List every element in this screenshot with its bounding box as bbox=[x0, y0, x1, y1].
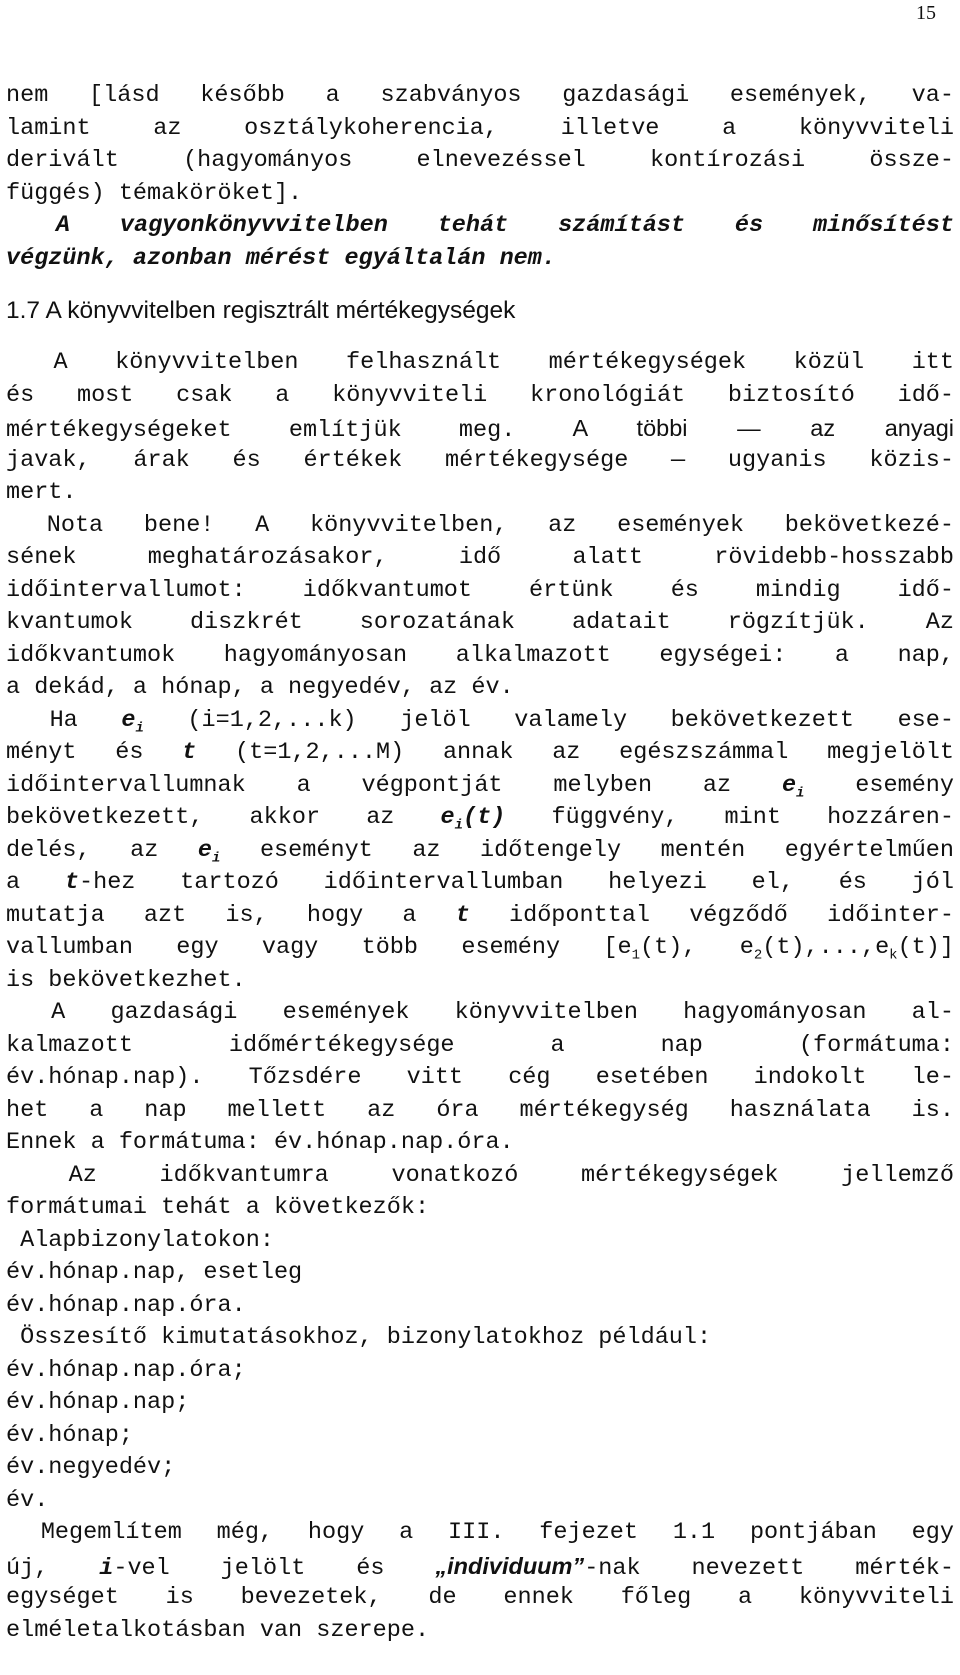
text-segment: mutatja azt is, hogy a bbox=[6, 901, 456, 929]
text-line bbox=[6, 412, 954, 445]
symbol-e: $e_i$ bbox=[197, 836, 221, 867]
text-line: időkvantumok hagyományosan alkalmazott egységei: a nap, bbox=[6, 641, 954, 669]
text-line bbox=[6, 900, 954, 933]
text-line: is bekövetkezhet. bbox=[6, 966, 246, 994]
text-segment: (t), e bbox=[640, 934, 754, 961]
text-segment: (t),...,e bbox=[762, 934, 890, 961]
text-line: A gazdasági események könyvvitelben hagyományosan al- bbox=[6, 999, 954, 1026]
page-body bbox=[6, 80, 954, 1647]
text-segment: bekövetkezett, akkor az bbox=[6, 804, 441, 831]
text-segment: delés, az bbox=[6, 836, 198, 864]
text-line: a dekád, a hónap, a negyedév, az év. bbox=[6, 674, 514, 701]
paragraph-3 bbox=[6, 510, 954, 705]
text-segment: időponttal végződő időinter- bbox=[469, 901, 954, 929]
paragraph-5 bbox=[6, 997, 954, 1160]
text-segment: mértékegységeket említjük meg. bbox=[6, 417, 516, 444]
individuum-term: „individuum” bbox=[435, 1552, 585, 1579]
text-segment: Ha bbox=[6, 706, 122, 734]
text-line: A könyvvitelben felhasznált mértékegységek közül itt bbox=[6, 349, 954, 376]
text-line bbox=[6, 705, 954, 738]
emphasis-line: végzünk, azonban mérést egyáltalán nem. bbox=[6, 244, 556, 272]
text-line bbox=[6, 770, 954, 803]
text-line bbox=[6, 737, 954, 770]
text-line: kalmazott időmértékegysége a nap (formátuma: bbox=[6, 1031, 954, 1059]
subscript: 1 bbox=[631, 947, 640, 964]
symbol-i: i bbox=[99, 1554, 114, 1582]
text-line: mert. bbox=[6, 479, 77, 506]
text-line: kvantumok diszkrét sorozatának adatait rögzítjük. Az bbox=[6, 609, 954, 636]
text-line: sének meghatározásakor, idő alatt rövidebb-hosszabb bbox=[6, 544, 954, 571]
section-heading: 1.7 A könyvvitelben regisztrált mértékegységek bbox=[6, 297, 516, 324]
text-line: Megemlítem még, hogy a III. fejezet 1.1 pontjában egy bbox=[6, 1519, 954, 1546]
text-segment: függvény, mint hozzáren- bbox=[505, 804, 954, 831]
text-line: elméletalkotásban van szerepe. bbox=[6, 1616, 430, 1644]
paragraph-6 bbox=[6, 1160, 954, 1518]
format-line: év.negyedév; bbox=[6, 1454, 176, 1481]
format-line: év.hónap.nap.óra. bbox=[6, 1291, 246, 1319]
text-line: lamint az osztálykoherencia, illetve a könyvviteli bbox=[6, 114, 954, 142]
format-line: év.hónap.nap.óra; bbox=[6, 1356, 246, 1384]
text-line: függés) témaköröket]. bbox=[6, 179, 303, 207]
text-line: időintervallumot: időkvantumot értünk és mindig idő- bbox=[6, 576, 954, 604]
emphasis-line: A vagyonkönyvvitelben tehát számítást és minősítést bbox=[6, 212, 954, 239]
paragraph-2 bbox=[6, 347, 954, 510]
text-line bbox=[6, 932, 954, 965]
text-segment: időintervallumnak a végpontját melyben az bbox=[6, 771, 782, 799]
text-segment: új, bbox=[6, 1554, 100, 1582]
text-line: év.hónap.nap). Tőzsdére vitt cég esetében indokolt le- bbox=[6, 1064, 954, 1091]
text-line: és most csak a könyvviteli kronológiát biztosító idő- bbox=[6, 381, 954, 409]
text-segment: ményt és bbox=[6, 739, 183, 766]
text-line: javak, árak és értékek mértékegysége — ugyanis közis- bbox=[6, 446, 954, 474]
text-segment: -hez tartozó időintervallumban helyezi el, és jól bbox=[78, 869, 954, 896]
symbol-e-of-t: $e_i(t)$ bbox=[440, 804, 506, 834]
paragraph-1 bbox=[6, 80, 954, 275]
text-segment: (t=1,2,...M) annak az egészszámmal megjelölt bbox=[196, 739, 954, 766]
text-line: nem [lásd később a szabványos gazdasági események, va- bbox=[6, 82, 954, 109]
text-line bbox=[6, 802, 954, 835]
text-line: Összesítő kimutatásokhoz, bizonylatokhoz például: bbox=[6, 1324, 712, 1351]
text-segment: a bbox=[6, 869, 65, 896]
subscript: k bbox=[889, 947, 898, 964]
text-segment: (t)] bbox=[897, 934, 954, 961]
paragraph-7 bbox=[6, 1517, 954, 1647]
text-line: egységet is bevezetek, de ennek főleg a könyvviteli bbox=[6, 1584, 954, 1611]
text-segment: eseményt az időtengely mentén egyértelműen bbox=[220, 836, 954, 864]
text-line bbox=[6, 867, 954, 900]
subscript: 2 bbox=[753, 947, 763, 964]
symbol-e: $e_i$ bbox=[121, 706, 144, 737]
symbol-t: t bbox=[182, 739, 197, 766]
text-line: Nota bene! A könyvvitelben, az események bekövetkezé- bbox=[6, 511, 954, 539]
text-segment: esemény bbox=[804, 771, 954, 799]
text-line: Alapbizonylatokon: bbox=[6, 1226, 274, 1254]
symbol-t: t bbox=[455, 901, 470, 929]
paragraph-4 bbox=[6, 705, 954, 998]
text-line: Ennek a formátuma: év.hónap.nap.óra. bbox=[6, 1129, 514, 1156]
text-line: formátumai tehát a következők: bbox=[6, 1194, 430, 1221]
symbol-e: $e_i$ bbox=[781, 771, 805, 802]
format-line: év.hónap.nap; bbox=[6, 1389, 190, 1416]
text-segment: -nak nevezett mérték- bbox=[584, 1554, 954, 1582]
text-line: Az időkvantumra vonatkozó mértékegységek jellemző bbox=[6, 1161, 954, 1189]
symbol-t: t bbox=[64, 869, 79, 896]
text-segment: (i=1,2,...k) jelöl valamely bekövetkezett ese- bbox=[143, 706, 954, 734]
text-segment: A többi — az anyagi bbox=[572, 415, 954, 441]
text-segment: -vel jelölt és bbox=[113, 1554, 436, 1582]
page-number: 15 bbox=[916, 2, 936, 24]
text-segment: vallumban egy vagy több esemény [e bbox=[6, 934, 632, 961]
text-line bbox=[6, 1550, 954, 1583]
format-line: év. bbox=[6, 1486, 49, 1514]
format-line: év.hónap.nap, esetleg bbox=[6, 1259, 303, 1286]
text-line: derivált (hagyományos elnevezéssel kontírozási össze- bbox=[6, 147, 954, 174]
text-line bbox=[6, 835, 954, 868]
text-line: het a nap mellett az óra mértékegység használata is. bbox=[6, 1096, 954, 1124]
format-line: év.hónap; bbox=[6, 1421, 133, 1449]
